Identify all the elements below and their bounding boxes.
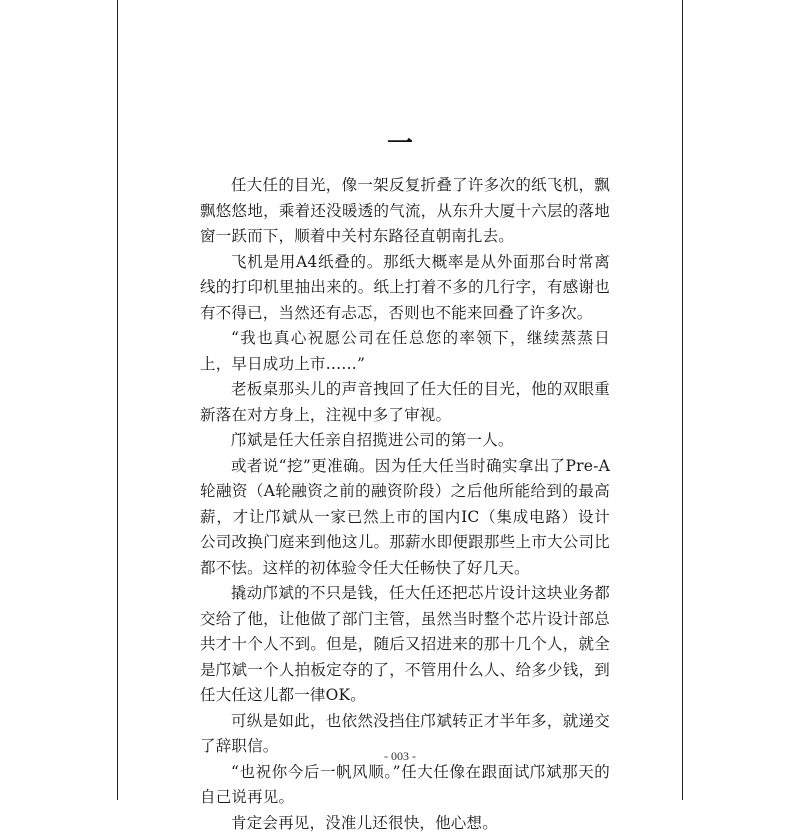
paragraph: “也祝你今后一帆风顺。”任大任像在跟面试邝斌那天的自己说再见。 bbox=[200, 760, 610, 811]
chapter-heading: 一 bbox=[118, 127, 682, 161]
paragraph: 可纵是如此，也依然没挡住邝斌转正才半年多，就递交了辞职信。 bbox=[200, 709, 610, 760]
chapter-body bbox=[200, 173, 610, 836]
paragraph: 撬动邝斌的不只是钱，任大任还把芯片设计这块业务都交给了他，让他做了部门主管，虽然当时整个芯片设计部总共才十个人不到。但是，随后又招进来的那十几个人，就全是邝斌一个人拍板定夺的了，不管用什么人、给多少钱，到任大任这儿都一律OK。 bbox=[200, 581, 610, 709]
paragraph: 飞机是用A4纸叠的。那纸大概率是从外面那台时常离线的打印机里抽出来的。纸上打着不多的几行字，有感谢也有不得已，当然还有忐忑，否则也不能来回叠了许多次。 bbox=[200, 250, 610, 327]
paragraph: 肯定会再见，没准儿还很快，他心想。 bbox=[200, 811, 610, 836]
paragraph: 老板桌那头儿的声音拽回了任大任的目光，他的双眼重新落在对方身上，注视中多了审视。 bbox=[200, 377, 610, 428]
paragraph: 任大任的目光，像一架反复折叠了许多次的纸飞机，飘飘悠悠地，乘着还没暖透的气流，从东升大厦十六层的落地窗一跃而下，顺着中关村东路径直朝南扎去。 bbox=[200, 173, 610, 250]
paragraph: 或者说“挖”更准确。因为任大任当时确实拿出了Pre-A轮融资（A轮融资之前的融资阶段）之后他所能给到的最高薪，才让邝斌从一家已然上市的国内IC（集成电路）设计公司改换门庭来到他这儿。那薪水即便跟那些上市大公司比都不怯。这样的初体验令任大任畅快了好几天。 bbox=[200, 454, 610, 582]
page-number: - 003 - bbox=[118, 749, 682, 764]
book-page bbox=[117, 0, 683, 800]
paragraph: 邝斌是任大任亲自招揽进公司的第一人。 bbox=[200, 428, 610, 454]
paragraph: “我也真心祝愿公司在任总您的率领下，继续蒸蒸日上，早日成功上市……” bbox=[200, 326, 610, 377]
